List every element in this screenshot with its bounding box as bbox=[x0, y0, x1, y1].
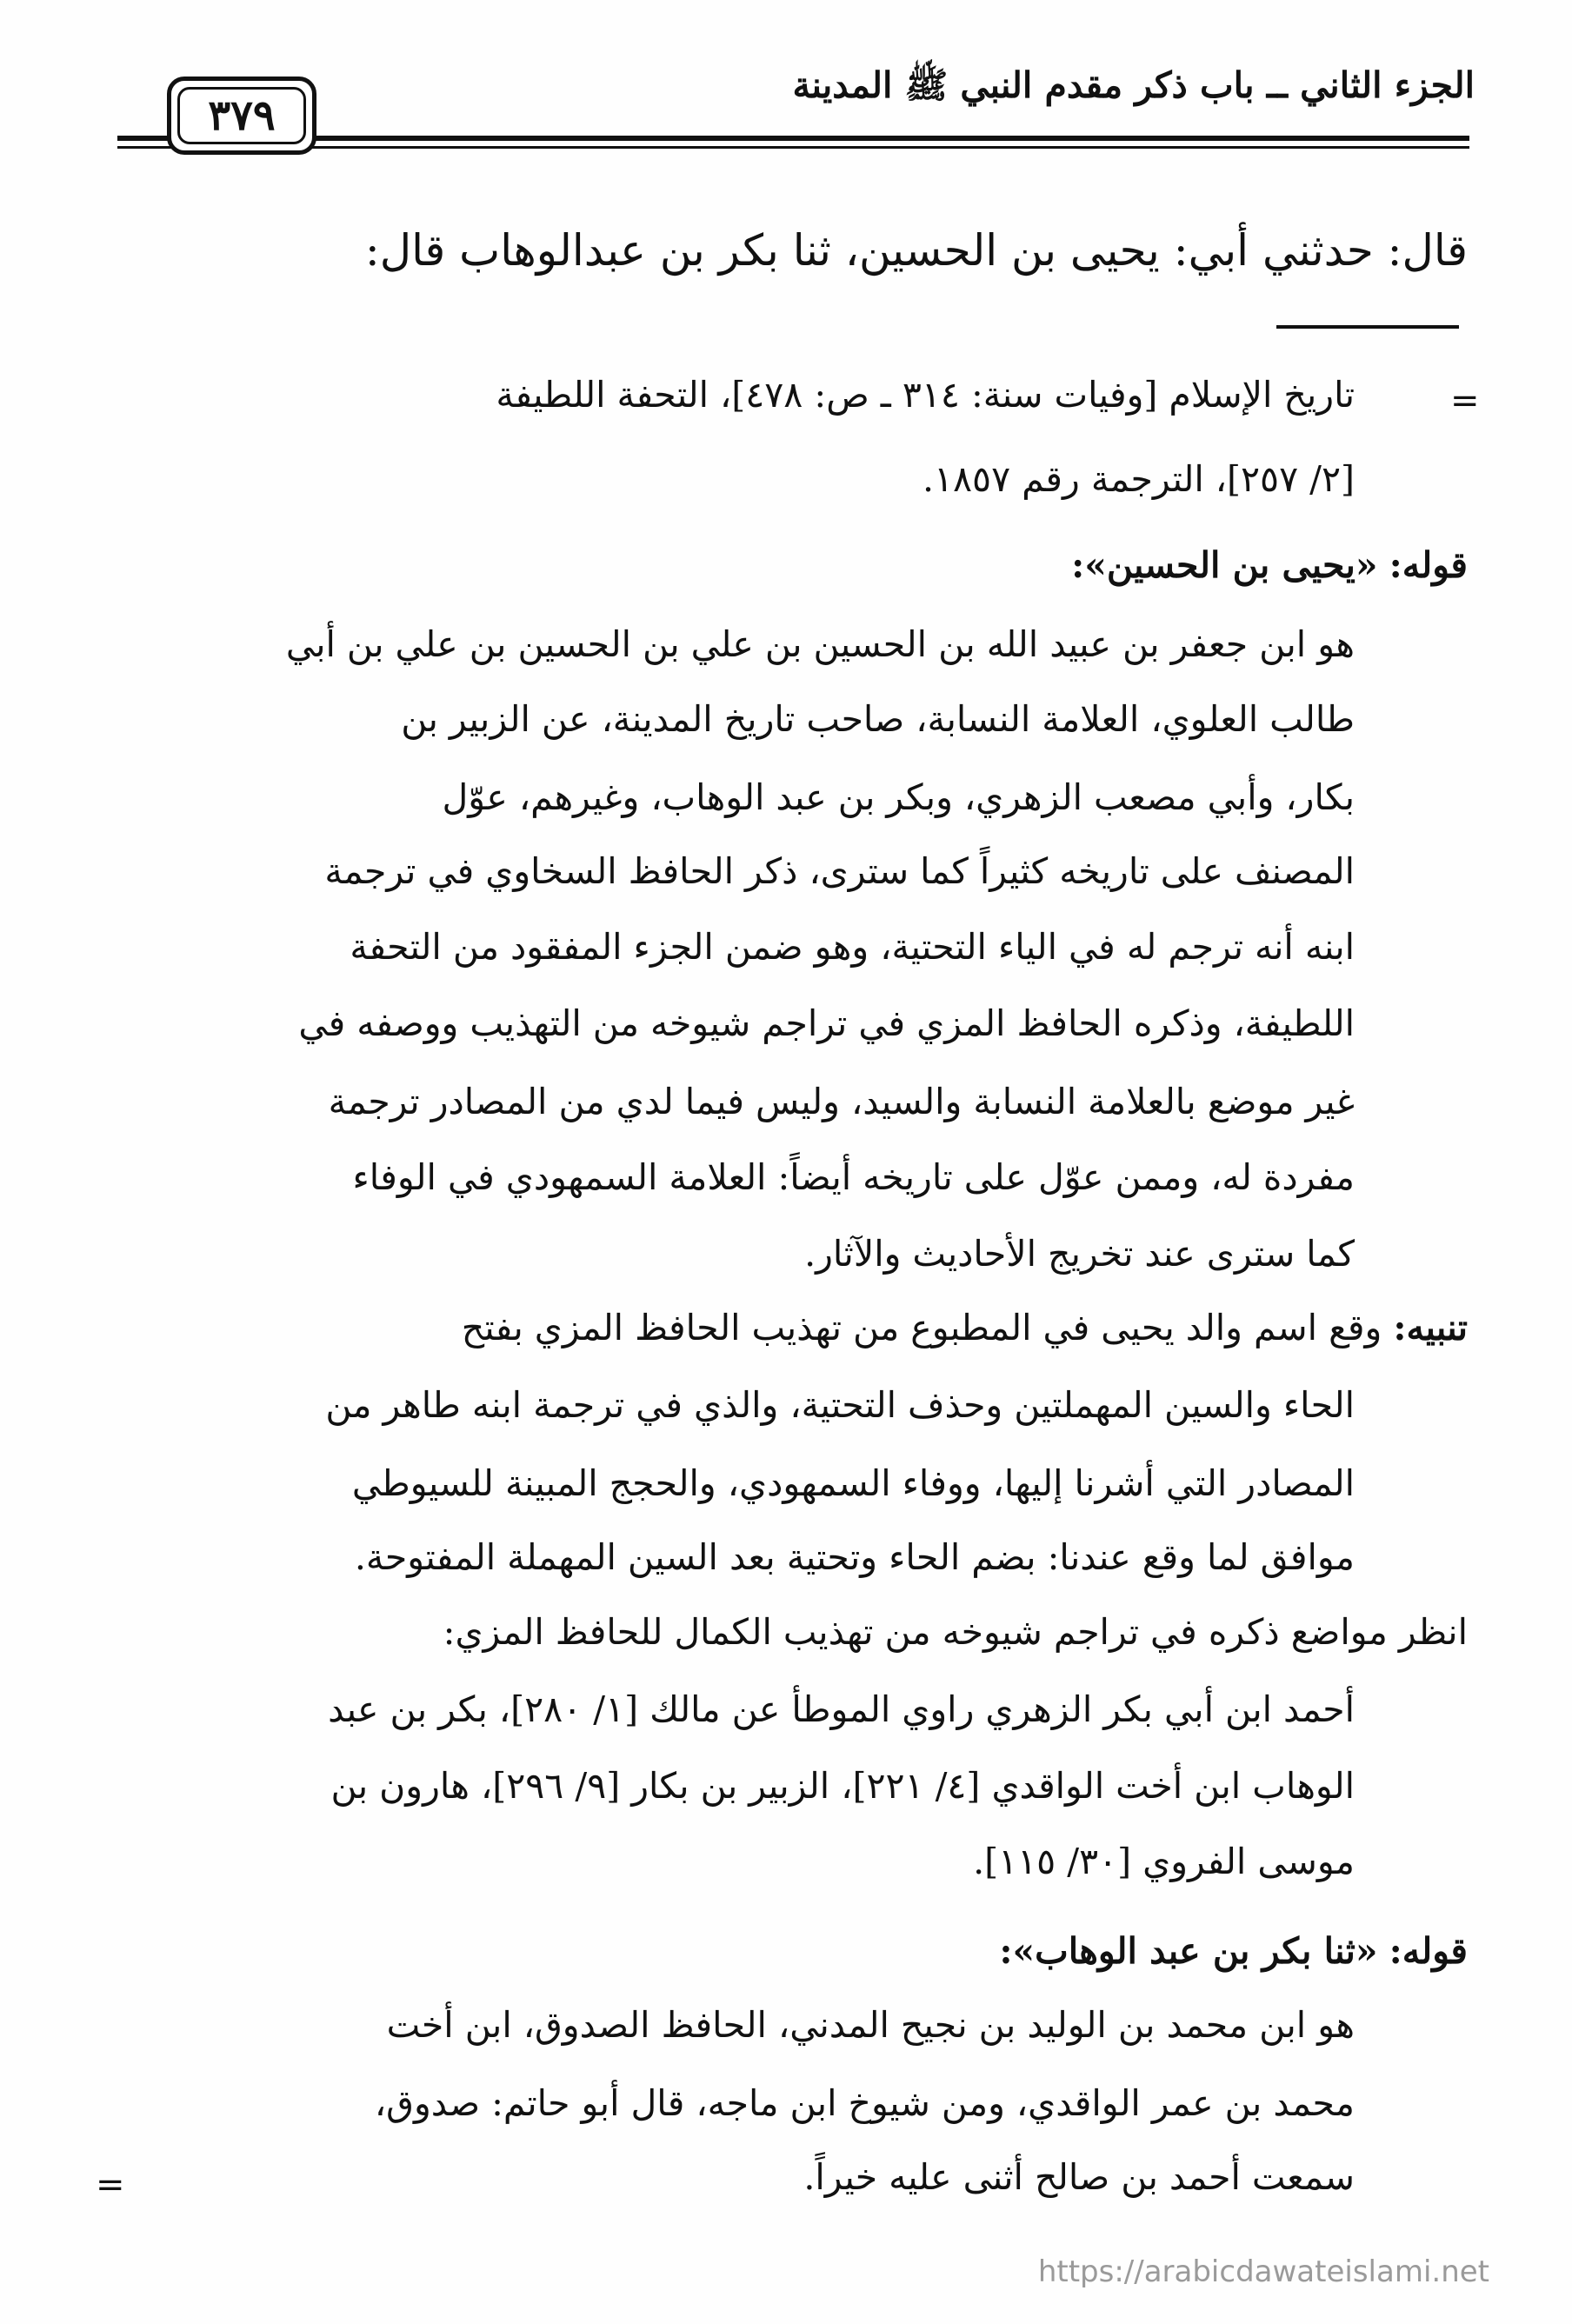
footnote-line: غير موضع بالعلامة النسابة والسيد، وليس فيما لدي من المصادر ترجمة bbox=[328, 1081, 1355, 1122]
footnote-line: موسى الفروي [٣٠/ ١١٥]. bbox=[973, 1841, 1355, 1882]
note-line bbox=[462, 1307, 1468, 1349]
footnote-line: اللطيفة، وذكره الحافظ المزي في تراجم شيوخه من التهذيب ووصفه في bbox=[298, 1002, 1355, 1044]
footnote-line: مفردة له، وممن عوّل على تاريخه أيضاً: العلامة السمهودي في الوفاء bbox=[352, 1156, 1355, 1198]
continuation-mark-top: = bbox=[1450, 381, 1480, 421]
footnote-line: انظر مواضع ذكره في تراجم شيوخه من تهذيب الكمال للحافظ المزي: bbox=[443, 1611, 1468, 1653]
page-number: ٣٧٩ bbox=[177, 87, 306, 144]
section-heading bbox=[999, 1930, 1468, 1973]
footnote-line: ابنه أنه ترجم له في الياء التحتية، وهو ضمن الجزء المفقود من التحفة bbox=[350, 926, 1355, 968]
footnote-line: [٢/ ٢٥٧]، الترجمة رقم ١٨٥٧. bbox=[922, 458, 1355, 500]
footnote-line: هو ابن جعفر بن عبيد الله بن الحسين بن علي بن الحسين بن علي بن أبي bbox=[285, 623, 1355, 665]
footnote-line: الوهاب ابن أخت الواقدي [٤/ ٢٢١]، الزبير بن بكار [٩/ ٢٩٦]، هارون بن bbox=[330, 1765, 1355, 1807]
footnote-line: محمد بن عمر الواقدي، ومن شيوخ ابن ماجه، قال أبو حاتم: صدوق، bbox=[374, 2082, 1355, 2124]
footnote-line: كما سترى عند تخريج الأحاديث والآثار. bbox=[804, 1233, 1355, 1275]
footnote-line: هو ابن محمد بن الوليد بن نجيح المدني، الحافظ الصدوق، ابن أخت bbox=[386, 2004, 1355, 2046]
header-rule-thick bbox=[117, 136, 1469, 141]
page-number-frame bbox=[167, 77, 316, 155]
footnote-line: سمعت أحمد بن صالح أثنى عليه خيراً. bbox=[803, 2156, 1355, 2198]
note-label: تنبيه: bbox=[1393, 1307, 1468, 1348]
footnote-line: المصنف على تاريخه كثيراً كما سترى، ذكر الحافظ السخاوي في ترجمة bbox=[324, 850, 1355, 892]
footnote-line: المصادر التي أشرنا إليها، ووفاء السمهودي، والحجج المبينة للسيوطي bbox=[351, 1462, 1355, 1504]
main-text: قال: حدثني أبي: يحيى بن الحسين، ثنا بكر بن عبدالوهاب قال: bbox=[364, 225, 1468, 276]
footnote-divider bbox=[1276, 325, 1459, 329]
footnote-line: تاريخ الإسلام [وفيات سنة: ٣١٤ ـ ص: ٤٧٨]، التحفة اللطيفة bbox=[496, 374, 1355, 416]
running-header-title: الجزء الثاني ــ باب ذكر مقدم النبي ﷺ المدينة bbox=[792, 64, 1475, 106]
section-quote: «ثنا بكر بن عبد الوهاب»: bbox=[999, 1930, 1378, 1972]
footnote-line: موافق لما وقع عندنا: بضم الحاء وتحتية بعد السين المهملة المفتوحة. bbox=[354, 1536, 1355, 1578]
header-rule-thin bbox=[117, 146, 1469, 149]
section-quote: «يحيى بن الحسين»: bbox=[1071, 544, 1378, 586]
footnote-line: أحمد ابن أبي بكر الزهري راوي الموطأ عن مالك [١/ ٢٨٠]، بكر بن عبد bbox=[328, 1688, 1355, 1730]
continuation-mark-bottom: = bbox=[96, 2165, 125, 2205]
footnote-line: الحاء والسين المهملتين وحذف التحتية، والذي في ترجمة ابنه طاهر من bbox=[325, 1384, 1355, 1426]
note-text: وقع اسم والد يحيى في المطبوع من تهذيب الحافظ المزي بفتح bbox=[461, 1307, 1382, 1348]
section-heading bbox=[1071, 544, 1468, 587]
footnote-line: طالب العلوي، العلامة النسابة، صاحب تاريخ المدينة، عن الزبير بن bbox=[401, 698, 1355, 740]
section-label: قوله: bbox=[1389, 544, 1468, 586]
watermark-url: https://arabicdawateislami.net bbox=[1037, 2254, 1489, 2289]
section-label: قوله: bbox=[1389, 1930, 1468, 1972]
footnote-line: بكار، وأبي مصعب الزهري، وبكر بن عبد الوهاب، وغيرهم، عوّل bbox=[442, 776, 1355, 818]
